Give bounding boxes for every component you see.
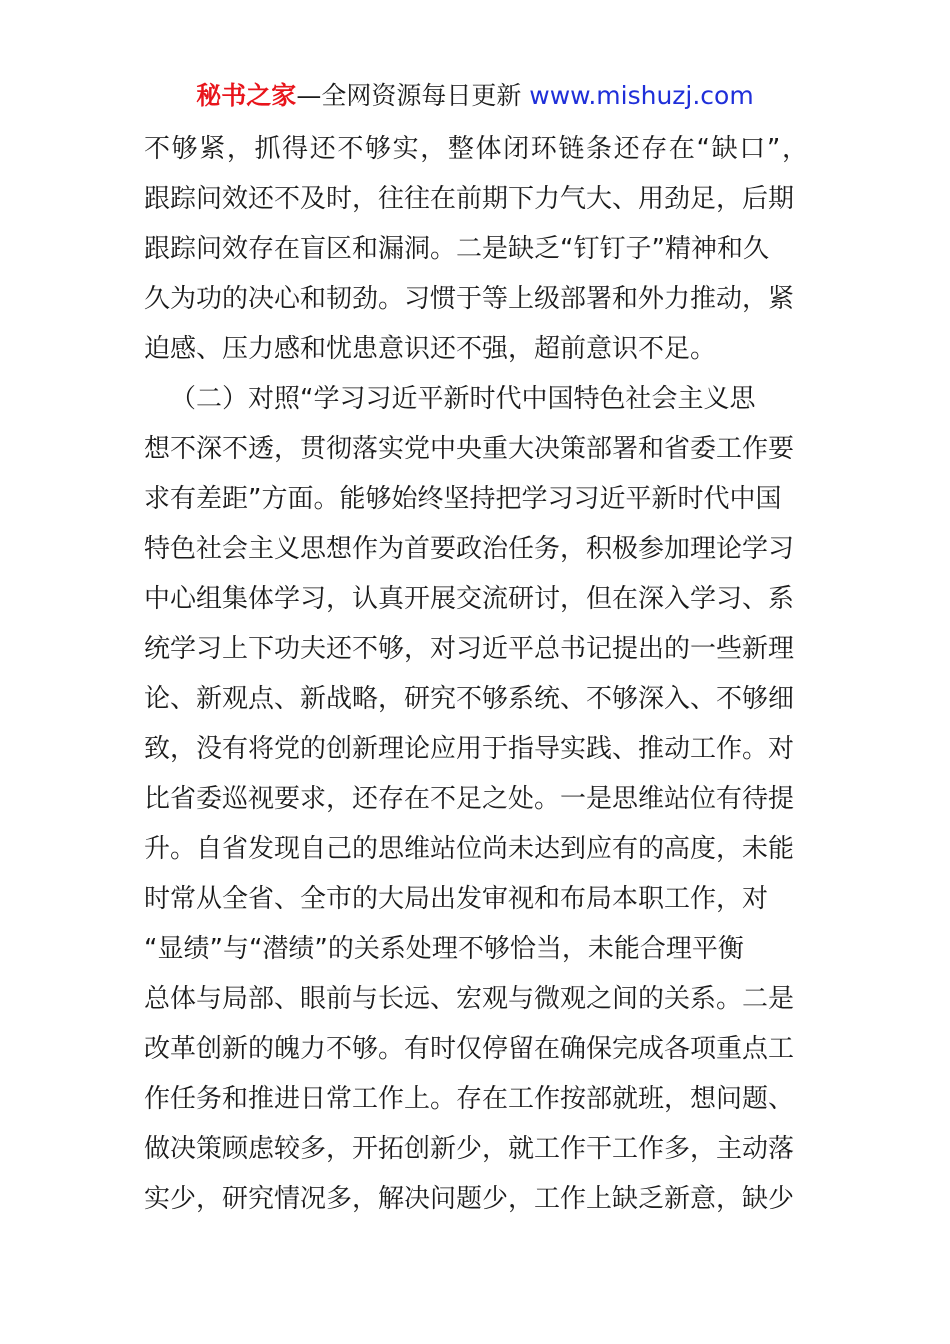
text-line: 作任务和推进日常工作上。存在工作按部就班，想问题、 bbox=[144, 1084, 795, 1114]
document-body bbox=[144, 124, 808, 1224]
section-heading-line: （二）对照“学习习近平新时代中国特色社会主义思 bbox=[170, 384, 756, 414]
text-line: 中心组集体学习，认真开展交流研讨，但在深入学习、系 bbox=[144, 584, 795, 614]
header-tagline: —全网资源每日更新 bbox=[296, 81, 522, 110]
brand-name: 秘书之家 bbox=[196, 81, 297, 110]
text-line: 做决策顾虑较多，开拓创新少，就工作干工作多，主动落 bbox=[144, 1134, 795, 1164]
text-line: 比省委巡视要求，还存在不足之处。一是思维站位有待提 bbox=[144, 784, 795, 814]
text-line: 迫感、压力感和忧患意识还不强，超前意识不足。 bbox=[144, 334, 717, 364]
text-line: “显绩”与“潜绩”的关系处理不够恰当，未能合理平衡 bbox=[144, 934, 744, 964]
text-line: 总体与局部、眼前与长远、宏观与微观之间的关系。二是 bbox=[144, 984, 795, 1014]
text-line: 跟踪问效还不及时，往往在前期下力气大、用劲足，后期 bbox=[144, 184, 795, 214]
text-line: 升。自省发现自己的思维站位尚未达到应有的高度，未能 bbox=[144, 834, 795, 864]
text-line: 时常从全省、全市的大局出发审视和布局本职工作，对 bbox=[144, 884, 769, 914]
text-line: 实少，研究情况多，解决问题少，工作上缺乏新意，缺少 bbox=[144, 1184, 795, 1214]
text-line: 改革创新的魄力不够。有时仅停留在确保完成各项重点工 bbox=[144, 1034, 795, 1064]
site-url[interactable]: www.mishuzj.com bbox=[529, 81, 754, 110]
text-line: 跟踪问效存在盲区和漏洞。二是缺乏“钉钉子”精神和久 bbox=[144, 234, 769, 264]
page-header bbox=[0, 80, 950, 112]
text-line: 统学习上下功夫还不够，对习近平总书记提出的一些新理 bbox=[144, 634, 795, 664]
text-line: 致，没有将党的创新理论应用于指导实践、推动工作。对 bbox=[144, 734, 795, 764]
text-line: 想不深不透，贯彻落实党中央重大决策部署和省委工作要 bbox=[144, 434, 795, 464]
text-line: 特色社会主义思想作为首要政治任务，积极参加理论学习 bbox=[144, 534, 795, 564]
text-line: 论、新观点、新战略，研究不够系统、不够深入、不够细 bbox=[144, 684, 795, 714]
text-line: 久为功的决心和韧劲。习惯于等上级部署和外力推动，紧 bbox=[144, 284, 795, 314]
text-line: 不够紧，抓得还不够实，整体闭环链条还存在“缺口”， bbox=[144, 134, 808, 164]
text-line: 求有差距”方面。能够始终坚持把学习习近平新时代中国 bbox=[144, 484, 782, 514]
